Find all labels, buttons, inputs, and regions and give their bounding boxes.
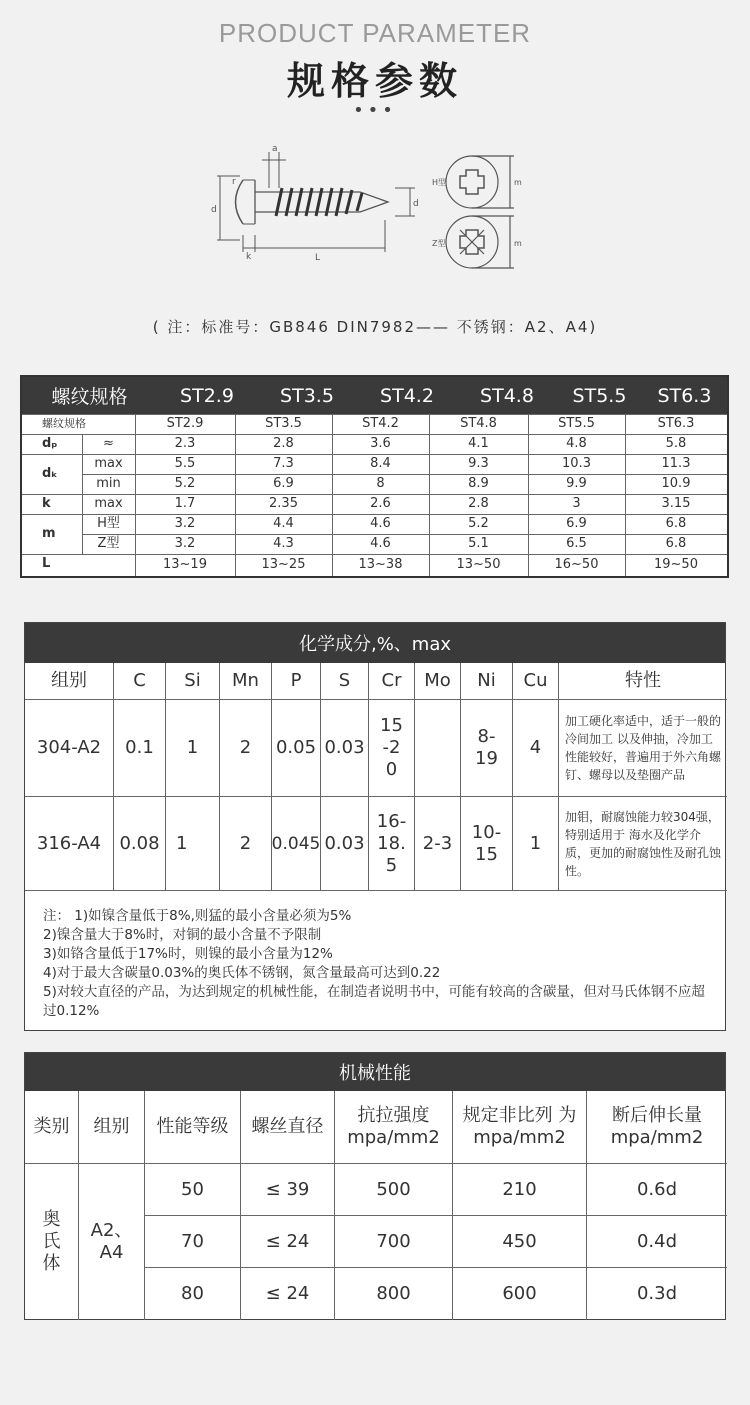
mech-table-title: 机械性能 — [25, 1053, 725, 1091]
chem-note-line: 注： 1)如镍含量低于8%,则猛的最小含量必须为5% — [43, 908, 352, 924]
chem-header-cell: Mn — [220, 663, 272, 700]
chemical-composition-table — [24, 622, 726, 1031]
mechanical-properties-table — [24, 1052, 726, 1320]
chem-cell: 4 — [513, 700, 559, 797]
spec-value-cell: 8.9 — [468, 476, 489, 491]
spec-param-label: dₚ — [42, 436, 58, 451]
spec-value-cell: 4.3 — [273, 536, 294, 551]
chem-header-cell: 特性 — [559, 663, 727, 700]
mech-group-cell: A2、 A4 — [79, 1164, 145, 1320]
chem-cell: 15-20 — [369, 700, 415, 797]
page-title: 规格参数 — [286, 59, 463, 103]
spec-header-cell: ST3.5 — [280, 384, 334, 407]
chem-cell: 0.1 — [114, 700, 166, 797]
spec-value-cell: 5.5 — [174, 456, 196, 471]
spec-header-cell: ST5.5 — [572, 384, 627, 407]
chem-cell-group: 316-A4 — [25, 797, 114, 891]
label-m-h: m — [514, 178, 522, 187]
spec-value-cell: 6.9 — [566, 516, 587, 531]
spec-value-cell: ST4.2 — [362, 416, 399, 431]
spec-header-cell: ST4.8 — [480, 384, 534, 407]
chem-header-cell: Cr — [369, 663, 415, 700]
spec-value-cell: 4.8 — [566, 436, 587, 451]
spec-sub-label: Z型 — [97, 536, 120, 551]
spec-value-cell: 3.6 — [370, 436, 391, 451]
spec-value-cell: 2.35 — [269, 496, 298, 511]
mech-header-cell: 性能等级 — [145, 1091, 241, 1164]
spec-value-cell: 3.2 — [174, 516, 196, 531]
mech-cell-grade: 80 — [145, 1268, 241, 1320]
chem-note-line: 3)如铬含量低于17%时，则镍的最小含量为12% — [43, 946, 333, 962]
spec-value-cell: 4.6 — [370, 536, 391, 551]
spec-sub-label: max — [94, 496, 123, 511]
mech-header-cell: 规定非比列 为mpa/mm2 — [453, 1091, 587, 1164]
spec-value-cell: ST4.8 — [460, 416, 497, 431]
mech-header-cell: 抗拉强度 mpa/mm2 — [335, 1091, 453, 1164]
label-h-type: H型 — [432, 178, 447, 187]
chem-cell — [415, 700, 461, 797]
spec-sub-label — [82, 414, 135, 434]
chem-cell: 0.05 — [272, 700, 321, 797]
chem-header-cell: Si — [166, 663, 220, 700]
spec-value-cell: 4.4 — [273, 516, 294, 531]
spec-value-cell: 9.3 — [468, 456, 489, 471]
chem-note-line: 4)对于最大含碳量0.03%的奥氏体不锈钢，氮含量最高可达到0.22 — [43, 965, 441, 981]
chem-cell: 2-3 — [415, 797, 461, 891]
mech-header-cell: 类别 — [25, 1091, 79, 1164]
mech-cell-elongation: 0.4d — [587, 1216, 727, 1268]
mech-header-cell: 组别 — [79, 1091, 145, 1164]
spec-param-label: dₖ — [42, 466, 58, 481]
spec-sub-label: H型 — [97, 516, 120, 531]
spec-sub-label: min — [96, 476, 121, 491]
spec-value-cell: 8.4 — [370, 456, 391, 471]
spec-value-cell: 1.7 — [174, 496, 196, 511]
spec-value-cell: 5.8 — [665, 436, 687, 451]
chem-cell: 0.03 — [321, 797, 369, 891]
spec-sub-label — [82, 554, 135, 574]
dim-label-a: a — [272, 144, 278, 154]
english-title: PRODUCT PARAMETER — [218, 18, 532, 48]
spec-value-cell: 6.8 — [665, 516, 687, 531]
chem-note-line: 5)对较大直径的产品，为达到规定的机械性能，在制造者说明书中，可能有较高的含碳量，但对马氏体钢不应超过0.12% — [43, 984, 705, 1019]
spec-value-cell: 8 — [376, 476, 385, 491]
mech-header-cell: 断后伸长量 mpa/mm2 — [587, 1091, 727, 1164]
mech-cell-tensile: 700 — [335, 1216, 453, 1268]
chem-cell: 10-15 — [461, 797, 513, 891]
chem-notes — [25, 891, 725, 1031]
spec-param-label: L — [42, 556, 51, 571]
chem-cell: 2 — [220, 797, 272, 891]
chem-cell: 0.03 — [321, 700, 369, 797]
spec-value-cell: 11.3 — [661, 456, 691, 471]
spec-value-cell: 19~50 — [654, 557, 698, 572]
spec-header-cell: ST4.2 — [380, 384, 434, 407]
spec-value-cell: 10.3 — [562, 456, 591, 471]
chem-header-cell: 组别 — [25, 663, 114, 700]
spec-value-cell: 5.2 — [468, 516, 489, 531]
dim-label-r: r — [232, 177, 236, 187]
chem-header-cell: Cu — [513, 663, 559, 700]
mech-cell-yield: 210 — [453, 1164, 587, 1216]
mech-cell-grade: 50 — [145, 1164, 241, 1216]
chem-header-cell: P — [272, 663, 321, 700]
spec-param-label: k — [42, 496, 51, 511]
mech-cell-tensile: 800 — [335, 1268, 453, 1320]
spec-value-cell: 2.6 — [370, 496, 391, 511]
dim-label-dk: d — [211, 205, 217, 215]
spec-value-cell: 13~38 — [358, 557, 403, 572]
dim-label-k: k — [246, 252, 252, 262]
mech-category-cell: 奥氏 体 — [25, 1164, 79, 1320]
mech-header-cell: 螺丝直径 — [241, 1091, 335, 1164]
spec-value-cell: 7.3 — [273, 456, 294, 471]
spec-value-cell: 9.9 — [566, 476, 587, 491]
label-m-z: m — [514, 239, 522, 248]
dim-label-L: L — [315, 253, 321, 263]
chem-cell: 0.08 — [114, 797, 166, 891]
spec-value-cell: 2.8 — [273, 436, 294, 451]
chem-cell-group: 304-A2 — [25, 700, 114, 797]
chem-cell: 1 — [513, 797, 559, 891]
chem-cell: 1 — [166, 797, 220, 891]
spec-value-cell: 13~19 — [163, 557, 207, 572]
spec-value-cell: 3.15 — [661, 496, 691, 511]
spec-table-body — [22, 414, 727, 576]
spec-value-cell: 16~50 — [554, 557, 599, 572]
spec-value-cell: 2.3 — [174, 436, 196, 451]
spec-value-cell: 6.9 — [273, 476, 294, 491]
chem-cell: 16-18.5 — [369, 797, 415, 891]
spec-value-cell: ST6.3 — [657, 416, 695, 431]
spec-sub-label: ≈ — [103, 436, 114, 451]
standard-note: ( 注：标准号：GB846 DIN7982—— 不锈钢：A2、A4) — [152, 318, 598, 336]
mech-cell-tensile: 500 — [335, 1164, 453, 1216]
mech-cell-diameter: ≤ 24 — [241, 1216, 335, 1268]
mech-cell-elongation: 0.3d — [636, 1283, 678, 1304]
spec-table-header — [22, 377, 727, 414]
spec-header-cell: ST2.9 — [180, 384, 234, 407]
spec-sub-label: max — [94, 456, 123, 471]
spec-value-cell: ST5.5 — [558, 416, 595, 431]
chem-header-cell: Ni — [461, 663, 513, 700]
spec-table — [20, 375, 729, 578]
spec-value-cell: 6.5 — [566, 536, 587, 551]
spec-param-label: 螺纹规格 — [42, 417, 86, 430]
mech-cell-yield: 450 — [453, 1216, 587, 1268]
spec-value-cell: 4.6 — [370, 516, 391, 531]
spec-header-cell: 螺纹规格 — [51, 386, 128, 408]
spec-value-cell: 3.2 — [174, 536, 196, 551]
spec-value-cell: 5.1 — [468, 536, 489, 551]
spec-value-cell: ST3.5 — [265, 416, 302, 431]
chem-header-cell: Mo — [415, 663, 461, 700]
dim-label-d: d — [413, 199, 419, 209]
mech-cell-yield: 600 — [453, 1268, 587, 1320]
chem-cell: 1 — [166, 700, 220, 797]
mech-cell-diameter: ≤ 24 — [241, 1268, 335, 1320]
spec-value-cell: ST2.9 — [166, 416, 204, 431]
spec-value-cell: 13~25 — [261, 557, 306, 572]
mech-cell-elongation: 0.6d — [587, 1164, 727, 1216]
spec-value-cell: 5.2 — [174, 476, 196, 491]
chem-cell-feature: 加钼，耐腐蚀能力较304强，特别适用于 海水及化学介质，更加的耐腐蚀性及耐孔蚀性。 — [559, 797, 727, 891]
spec-value-cell: 13~50 — [456, 557, 501, 572]
chem-cell: 0.045 — [272, 797, 321, 891]
chem-cell-feature: 加工硬化率适中，适于一般的冷间加工 以及伸抽，冷加工性能较好，普遍用于外六角螺钉、螺母以及垫圈产品 — [559, 700, 727, 797]
spec-value-cell: 4.1 — [468, 436, 489, 451]
spec-value-cell: 3 — [572, 496, 581, 511]
mech-cell-diameter: ≤ 39 — [241, 1164, 335, 1216]
spec-header-cell: ST6.3 — [657, 384, 712, 407]
screw-drawing — [210, 140, 540, 275]
chem-table-title: 化学成分,%、max — [25, 623, 725, 663]
label-z-type: Z型 — [432, 239, 446, 248]
spec-value-cell: 10.9 — [661, 476, 691, 491]
spec-value-cell: 2.8 — [468, 496, 489, 511]
mech-cell-grade: 70 — [145, 1216, 241, 1268]
spec-param-label: m — [42, 526, 56, 541]
chem-note-line: 2)镍含量大于8%时，对铜的最小含量不予限制 — [43, 927, 322, 943]
spec-value-cell: 6.8 — [665, 536, 687, 551]
divider-dots: ••• — [353, 100, 397, 121]
chem-cell: 8-19 — [461, 700, 513, 797]
chem-header-cell: S — [321, 663, 369, 700]
chem-cell: 2 — [220, 700, 272, 797]
chem-header-cell: C — [114, 663, 166, 700]
